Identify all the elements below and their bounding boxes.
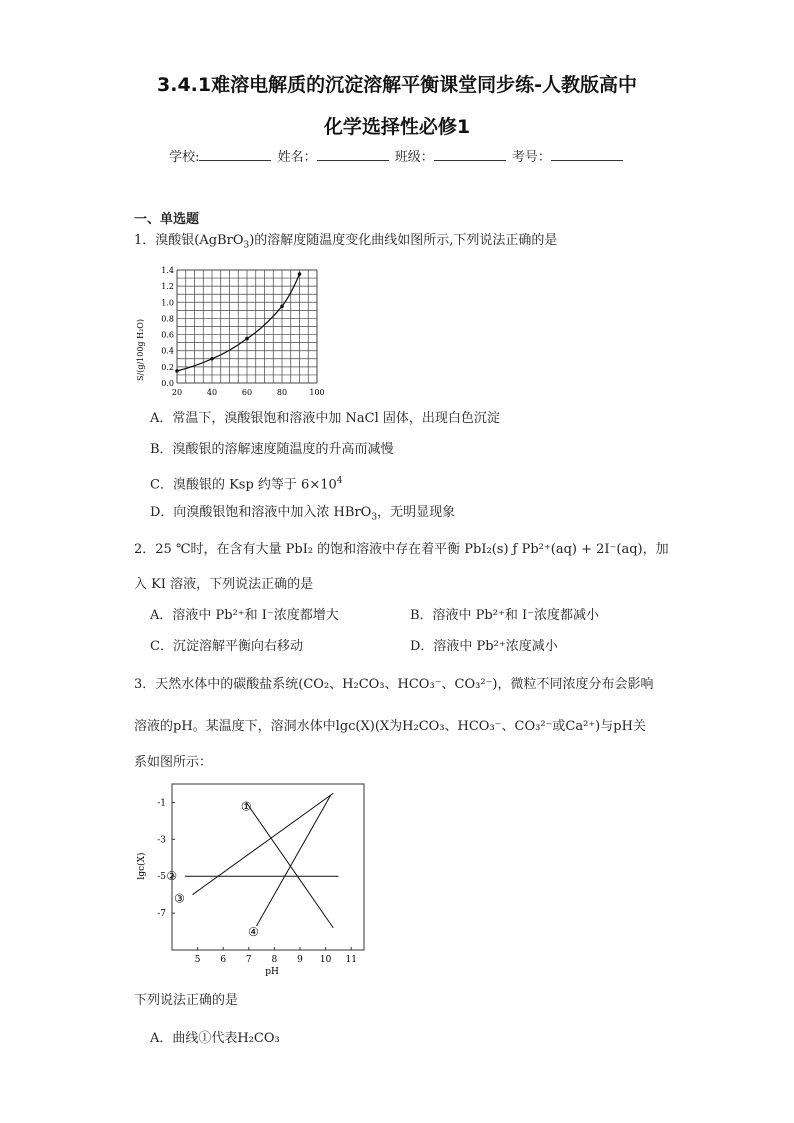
q1-option-d-sub: 3 bbox=[371, 512, 378, 523]
chart1-grid bbox=[177, 270, 317, 383]
chart1-xtick-label: 20 bbox=[171, 388, 183, 397]
chart1-xtick-label: 100 bbox=[309, 388, 325, 397]
chart2-xtick-label: 8 bbox=[271, 955, 278, 965]
q2-option-a[interactable]: A．溶液中 Pb²⁺和 I⁻浓度都增大 bbox=[150, 608, 339, 623]
chart2-xlabel: pH bbox=[265, 967, 279, 977]
section-heading: 一、单选题 bbox=[134, 212, 200, 227]
chart1-ytick-label: 1.2 bbox=[161, 282, 174, 292]
chart2-ytick-label: -1 bbox=[157, 798, 166, 809]
number-blank[interactable] bbox=[551, 148, 623, 161]
chart2-xtick-label: 7 bbox=[245, 955, 252, 965]
chart1-ytick-label: 0.8 bbox=[161, 314, 174, 324]
class-label: 班级： bbox=[394, 150, 434, 165]
chart2-series-label: ② bbox=[166, 869, 178, 884]
class-blank[interactable] bbox=[434, 148, 506, 161]
q3-line-2: 溶液的pH。某温度下，溶洞水体中lgc(X)(X为H₂CO₃、HCO₃⁻、CO₃²⁻或Ca²⁺)与pH关 bbox=[134, 719, 646, 734]
chart2-series-line bbox=[246, 802, 333, 927]
chart1-xtick-label: 60 bbox=[241, 388, 253, 397]
chart1-point bbox=[210, 357, 214, 361]
chart2-xtick-label: 5 bbox=[194, 955, 201, 965]
chart1-point bbox=[298, 272, 302, 276]
chart1-ytick-label: 1.0 bbox=[161, 298, 174, 308]
chart2-frame bbox=[172, 784, 364, 950]
q1-option-a[interactable]: A．常温下，溴酸银饱和溶液中加 NaCl 固体，出现白色沉淀 bbox=[150, 411, 500, 426]
school-blank[interactable] bbox=[199, 148, 271, 161]
q2-option-c[interactable]: C．沉淀溶解平衡向右移动 bbox=[150, 639, 303, 654]
q1-stem bbox=[134, 232, 557, 255]
q1-stem-sub: 3 bbox=[243, 240, 250, 251]
name-blank[interactable] bbox=[317, 148, 389, 161]
q1-stem-b: )的溶解度随温度变化曲线如图所示,下列说法正确的是 bbox=[249, 233, 558, 248]
lgc-ph-chart bbox=[132, 780, 372, 980]
chart2-xtick-label: 11 bbox=[345, 955, 357, 965]
student-info bbox=[0, 146, 794, 165]
chart2-series-label: ③ bbox=[174, 891, 185, 906]
q1-stem-a: 1．溴酸银(AgBrO bbox=[134, 233, 244, 248]
chart1-ytick-label: 0.2 bbox=[161, 362, 174, 372]
q2-line-1: 2．25 ℃时，在含有大量 PbI₂ 的饱和溶液中存在着平衡 PbI₂(s) ƒ Pb²⁺(aq) + 2I⁻(aq)，加 bbox=[134, 542, 669, 557]
chart1-ylabel: S/(g/100g H₂O) bbox=[136, 319, 145, 381]
chart1-ytick-label: 0.6 bbox=[161, 330, 174, 340]
chart2-series-label: ① bbox=[240, 799, 252, 814]
q3-option-a[interactable]: A．曲线①代表H₂CO₃ bbox=[150, 1031, 280, 1046]
school-label: 学校: bbox=[169, 150, 200, 165]
title-line-2: 化学选择性必修1 bbox=[323, 116, 471, 138]
chart1-point bbox=[245, 337, 249, 341]
q2-option-b[interactable]: B．溶液中 Pb²⁺和 I⁻浓度都减小 bbox=[410, 608, 599, 623]
q1-option-d-b: ，无明显现象 bbox=[377, 505, 456, 520]
q1-option-d[interactable] bbox=[150, 504, 455, 527]
chart1-ytick-label: 1.4 bbox=[161, 266, 174, 275]
chart1-ytick-label: 0.4 bbox=[161, 346, 174, 356]
title-line-1: 3.4.1难溶电解质的沉淀溶解平衡课堂同步练-人教版高中 bbox=[157, 74, 637, 96]
number-label: 考号： bbox=[511, 150, 551, 165]
chart2-series-label: ④ bbox=[248, 925, 259, 940]
chart2-ytick-label: -7 bbox=[157, 909, 166, 920]
chart2-ylabel: lgc(X) bbox=[137, 852, 147, 880]
chart2-xtick-label: 10 bbox=[319, 955, 332, 965]
solubility-chart bbox=[132, 262, 332, 402]
q1-option-b[interactable]: B．溴酸银的溶解速度随温度的升高而减慢 bbox=[150, 442, 394, 457]
q3-line-3: 系如图所示： bbox=[134, 755, 213, 770]
q1-option-c-sup: 4 bbox=[336, 476, 343, 486]
chart2-xtick-label: 6 bbox=[220, 955, 227, 965]
chart1-ytick-label: 0.0 bbox=[161, 379, 174, 388]
q2-line-2: 入 KI 溶液，下列说法正确的是 bbox=[134, 577, 314, 592]
q2-option-d[interactable]: D．溶液中 Pb²⁺浓度减小 bbox=[410, 639, 558, 654]
q3-line-1: 3．天然水体中的碳酸盐系统(CO₂、H₂CO₃、HCO₃⁻、CO₃²⁻)，微粒不同浓度分布会影响 bbox=[134, 677, 654, 692]
chart2-ytick-label: -5 bbox=[157, 872, 166, 883]
chart1-xtick-label: 80 bbox=[276, 388, 288, 397]
chart2-xtick-label: 9 bbox=[297, 955, 303, 965]
chart1-point bbox=[175, 369, 179, 373]
chart1-xtick-label: 40 bbox=[206, 388, 218, 397]
q1-option-c-text: C．溴酸银的 Ksp 约等于 6×10 bbox=[150, 477, 337, 493]
chart1-point bbox=[280, 305, 284, 309]
q1-option-d-a: D．向溴酸银饱和溶液中加入浓 HBrO bbox=[150, 505, 372, 520]
chart2-ytick-label: -3 bbox=[157, 835, 166, 846]
q3-after-text: 下列说法正确的是 bbox=[134, 993, 239, 1008]
chart2-series-line bbox=[256, 795, 330, 926]
chart2-series-line bbox=[192, 793, 333, 894]
q1-option-c[interactable] bbox=[150, 472, 343, 494]
name-label: 姓名： bbox=[277, 150, 317, 165]
chart2-series bbox=[166, 793, 338, 939]
chart2-ticks bbox=[157, 784, 364, 965]
